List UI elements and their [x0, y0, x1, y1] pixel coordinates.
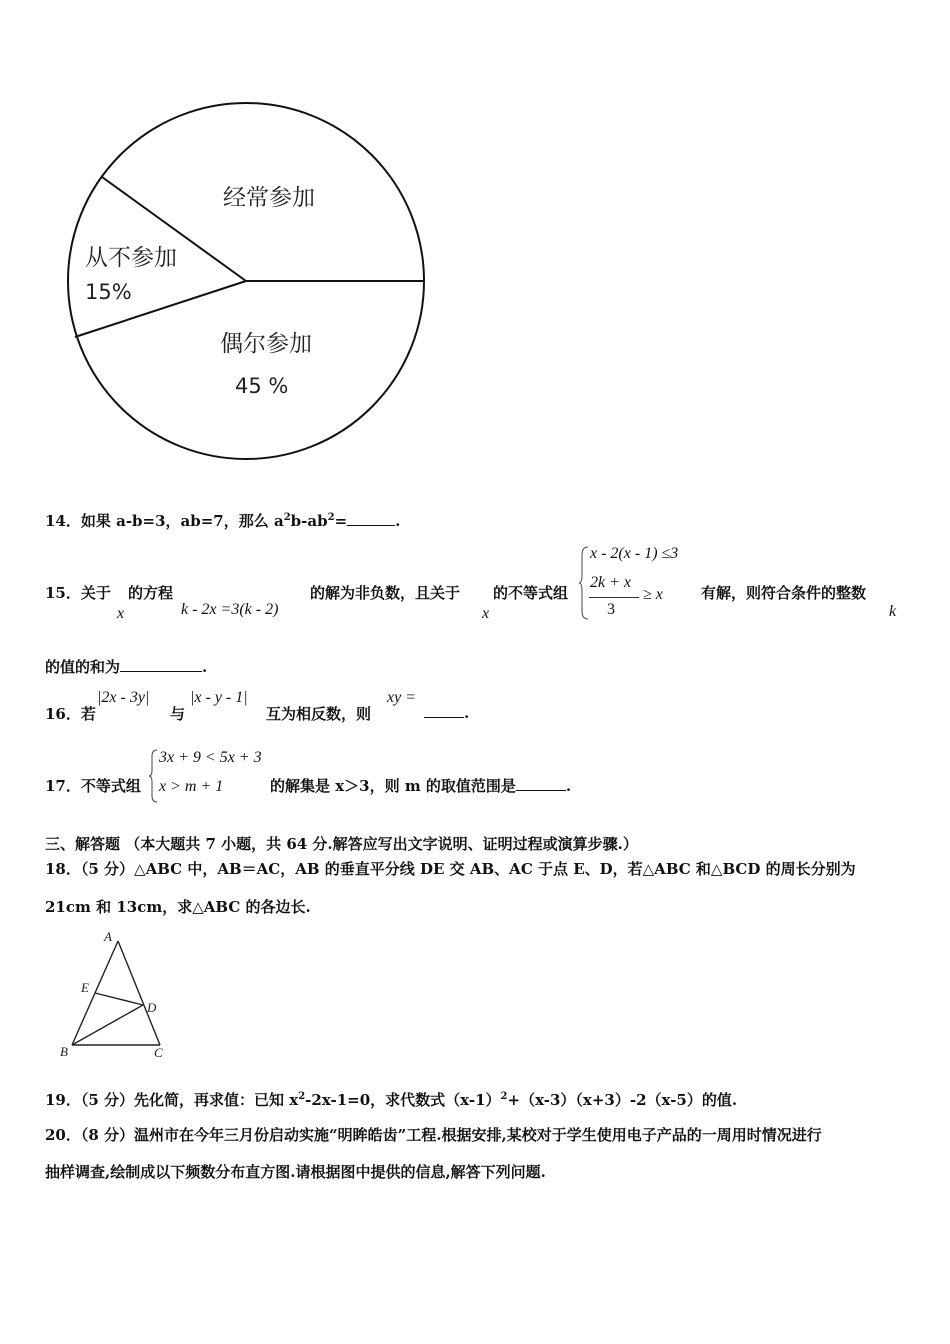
- q19-sup2: 2: [500, 1091, 508, 1102]
- side-AC: [118, 941, 160, 1045]
- label-E: E: [81, 980, 89, 995]
- section-3-title: 三、解答题 （本大题共 7 小题，共 64 分.解答应写出文字说明、证明过程或演算步骤.）: [45, 835, 638, 853]
- pie-label-never: 从不参加: [85, 245, 177, 271]
- question-18-line2: 21cm 和 13cm，求△ABC 的各边长.: [45, 898, 311, 916]
- q15-fraction-bar: [589, 597, 639, 598]
- q15-mid3: 的不等式组: [493, 584, 569, 602]
- q16-abs2: |x - y - 1|: [190, 689, 248, 706]
- q15-line2: [45, 656, 207, 677]
- q14-text: 14．如果 a-b=3，ab=7，那么 a: [45, 512, 284, 530]
- q17-ineq1: 3x + 9 < 5x + 3: [159, 749, 262, 766]
- label-A: A: [104, 929, 112, 944]
- q15-ineq2-den: 3: [607, 601, 615, 618]
- q15-line2-text: 的值的和为: [45, 658, 121, 676]
- q15-post: 有解，则符合条件的整数: [701, 584, 867, 602]
- q17-post-text: 的解集是 x＞3，则 m 的取值范围是: [270, 777, 516, 795]
- q16-end: .: [464, 704, 470, 722]
- q15-var-x: x: [117, 605, 125, 622]
- pie-label-often: 经常参加: [223, 185, 315, 211]
- q16-mid: 与: [170, 705, 186, 723]
- label-B: B: [60, 1044, 68, 1059]
- q14-tail: .: [395, 512, 401, 530]
- pie-percent-never: 15%: [85, 280, 132, 304]
- q15-ineq2-num: 2k + x: [590, 574, 631, 591]
- label-C: C: [154, 1045, 163, 1060]
- q15-equation: k - 2x =3(k - 2): [181, 601, 279, 618]
- q17-post: [270, 775, 571, 796]
- question-18-line1: 18．（5 分）△ABC 中，AB＝AC，AB 的垂直平分线 DE 交 AB、AC 于点 E、D，若△ABC 和△BCD 的周长分别为: [45, 860, 856, 878]
- question-15-pre: 15．关于: [45, 584, 111, 602]
- q14-end: =: [334, 512, 348, 530]
- question-17-pre: 17．不等式组: [45, 777, 141, 795]
- q14-sup2: 2: [327, 512, 335, 523]
- question-19: [45, 1089, 737, 1110]
- q15-var-k: k: [889, 603, 897, 620]
- q15-ineq2-rhs: ≥ x: [643, 586, 663, 603]
- q17-end: .: [565, 777, 572, 795]
- segment-ED: [95, 993, 143, 1005]
- q15-var-x2: x: [482, 605, 490, 622]
- q17-ineq2: x > m + 1: [159, 778, 224, 795]
- q15-ineq1: x - 2(x - 1) ≤3: [590, 545, 679, 562]
- question-20-line2: 抽样调查,绘制成以下频数分布直方图.请根据图中提供的信息,解答下列问题.: [45, 1163, 546, 1181]
- q19-mid: -2x-1=0，求代数式（x-1）: [305, 1091, 501, 1109]
- q14-mid: b-ab: [290, 512, 328, 530]
- triangle-figure: [55, 925, 185, 1065]
- segment-BD: [72, 1005, 143, 1045]
- question-14: [45, 510, 400, 531]
- q19-end: +（x-3）（x+3）-2（x-5）的值.: [507, 1091, 738, 1109]
- q15-line2-end: .: [202, 658, 208, 676]
- q19-sup1: 2: [298, 1091, 306, 1102]
- q15-mid2: 的解为非负数，且关于: [310, 584, 461, 602]
- q15-answer-blank[interactable]: [120, 657, 202, 672]
- question-16-pre: 16．若: [45, 705, 96, 723]
- pie-label-sometimes: 偶尔参加: [220, 331, 312, 357]
- q16-answer-blank[interactable]: [424, 703, 464, 718]
- q19-pre: 19．（5 分）先化简，再求值：已知 x: [45, 1091, 299, 1109]
- label-D: D: [147, 1000, 157, 1015]
- pie-percent-sometimes: 45 %: [235, 374, 289, 398]
- q16-post: 互为相反数，则: [266, 705, 372, 723]
- q14-answer-blank[interactable]: [347, 511, 395, 526]
- question-20-line1: 20．（8 分）温州市在今年三月份启动实施“明眸皓齿”工程.根据安排,某校对于学生使用电子产品的一周用时情况进行: [45, 1126, 822, 1144]
- q14-sup1: 2: [283, 512, 291, 523]
- q15-mid1: 的方程: [128, 584, 174, 602]
- q17-answer-blank[interactable]: [516, 776, 566, 791]
- q16-answer: [424, 703, 469, 722]
- pie-chart: [60, 95, 440, 485]
- q16-expr: xy =: [387, 689, 416, 706]
- q16-abs1: |2x - 3y|: [97, 689, 150, 706]
